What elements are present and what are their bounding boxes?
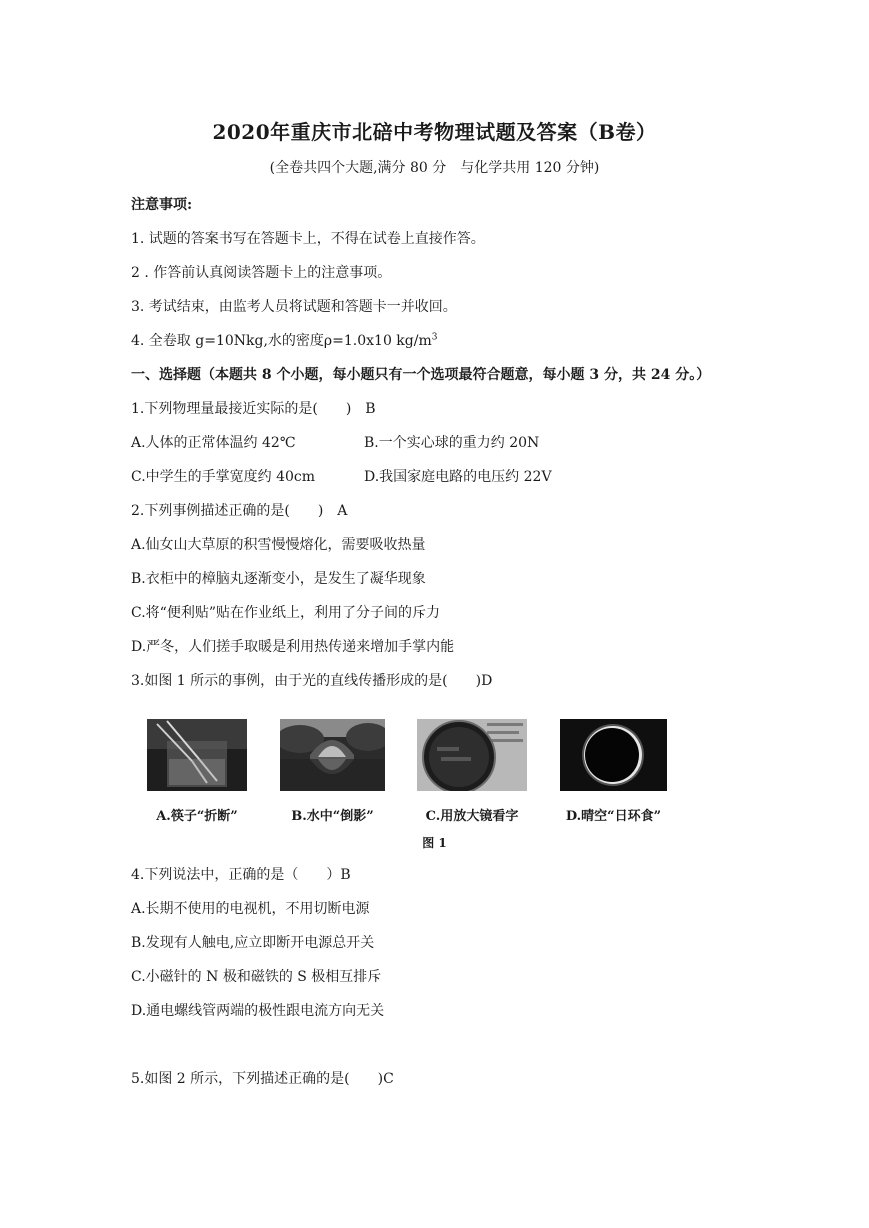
option-row — [131, 432, 540, 452]
option-c: C.将“便利贴”贴在作业纸上，利用了分子间的斥力 — [131, 605, 440, 621]
figure-caption-c: C.用放大镜看字 — [425, 809, 519, 824]
superscript: 3 — [431, 332, 438, 343]
page-title: 2020年重庆市北碚中考物理试题及答案（B卷） — [212, 120, 657, 144]
question-stem: 2.下列事例描述正确的是( ) A — [131, 503, 348, 519]
question-stem: 5.如图 2 所示，下列描述正确的是( )C — [131, 1071, 394, 1087]
option-a: A.长期不使用的电视机，不用切断电源 — [131, 901, 370, 917]
bridge-reflection-photo — [280, 719, 385, 791]
eclipse-photo — [560, 719, 667, 791]
option-c: C.小磁针的 N 极和磁铁的 S 极相互排斥 — [131, 969, 382, 985]
question-stem: 3.如图 1 所示的事例，由于光的直线传播形成的是( )D — [131, 673, 493, 689]
question-stem: 4.下列说法中，正确的是（ ）B — [131, 867, 351, 883]
option-b: B.一个实心球的重力约 20N — [364, 435, 540, 451]
figure-label: 图 1 — [422, 836, 447, 850]
option-d: D.我国家庭电路的电压约 22V — [364, 469, 552, 485]
notice-item: 1. 试题的答案书写在答题卡上，不得在试卷上直接作答。 — [131, 231, 485, 247]
figure-1-row — [0, 719, 869, 829]
option-c: C.中学生的手掌宽度约 40cm — [131, 469, 316, 485]
question-stem: 1.下列物理量最接近实际的是( ) B — [131, 401, 376, 417]
page-subtitle: (全卷共四个大题,满分 80 分 与化学共用 120 分钟) — [269, 160, 600, 176]
figure-caption-b: B.水中“倒影” — [291, 809, 374, 824]
chopsticks-photo — [147, 719, 247, 791]
section-heading: 一、选择题（本题共 8 个小题，每小题只有一个选项最符合题意，每小题 3 分，共 24 分。） — [131, 367, 711, 383]
option-row — [131, 466, 552, 486]
option-a: A.仙女山大草原的积雪慢慢熔化，需要吸收热量 — [131, 537, 426, 553]
option-a: A.人体的正常体温约 42℃ — [131, 435, 296, 451]
option-d: D.严冬，人们搓手取暖是利用热传递来增加手掌内能 — [131, 639, 455, 655]
notice-heading: 注意事项: — [131, 197, 193, 213]
option-d: D.通电螺线管两端的极性跟电流方向无关 — [131, 1003, 385, 1019]
option-b: B.发现有人触电,应立即断开电源总开关 — [131, 935, 375, 951]
magnifier-photo — [417, 719, 527, 791]
notice-item-density — [131, 330, 437, 350]
figure-caption-a: A.筷子“折断” — [156, 809, 238, 824]
notice-item-text: 4. 全卷取 g=10Nkg,水的密度ρ=1.0x10 kg/m — [131, 333, 432, 349]
notice-item: 2 . 作答前认真阅读答题卡上的注意事项。 — [131, 265, 392, 281]
figure-caption-d: D.晴空“日环食” — [565, 809, 662, 824]
option-b: B.衣柜中的樟脑丸逐渐变小，是发生了凝华现象 — [131, 571, 426, 587]
notice-item: 3. 考试结束，由监考人员将试题和答题卡一并收回。 — [131, 299, 457, 315]
